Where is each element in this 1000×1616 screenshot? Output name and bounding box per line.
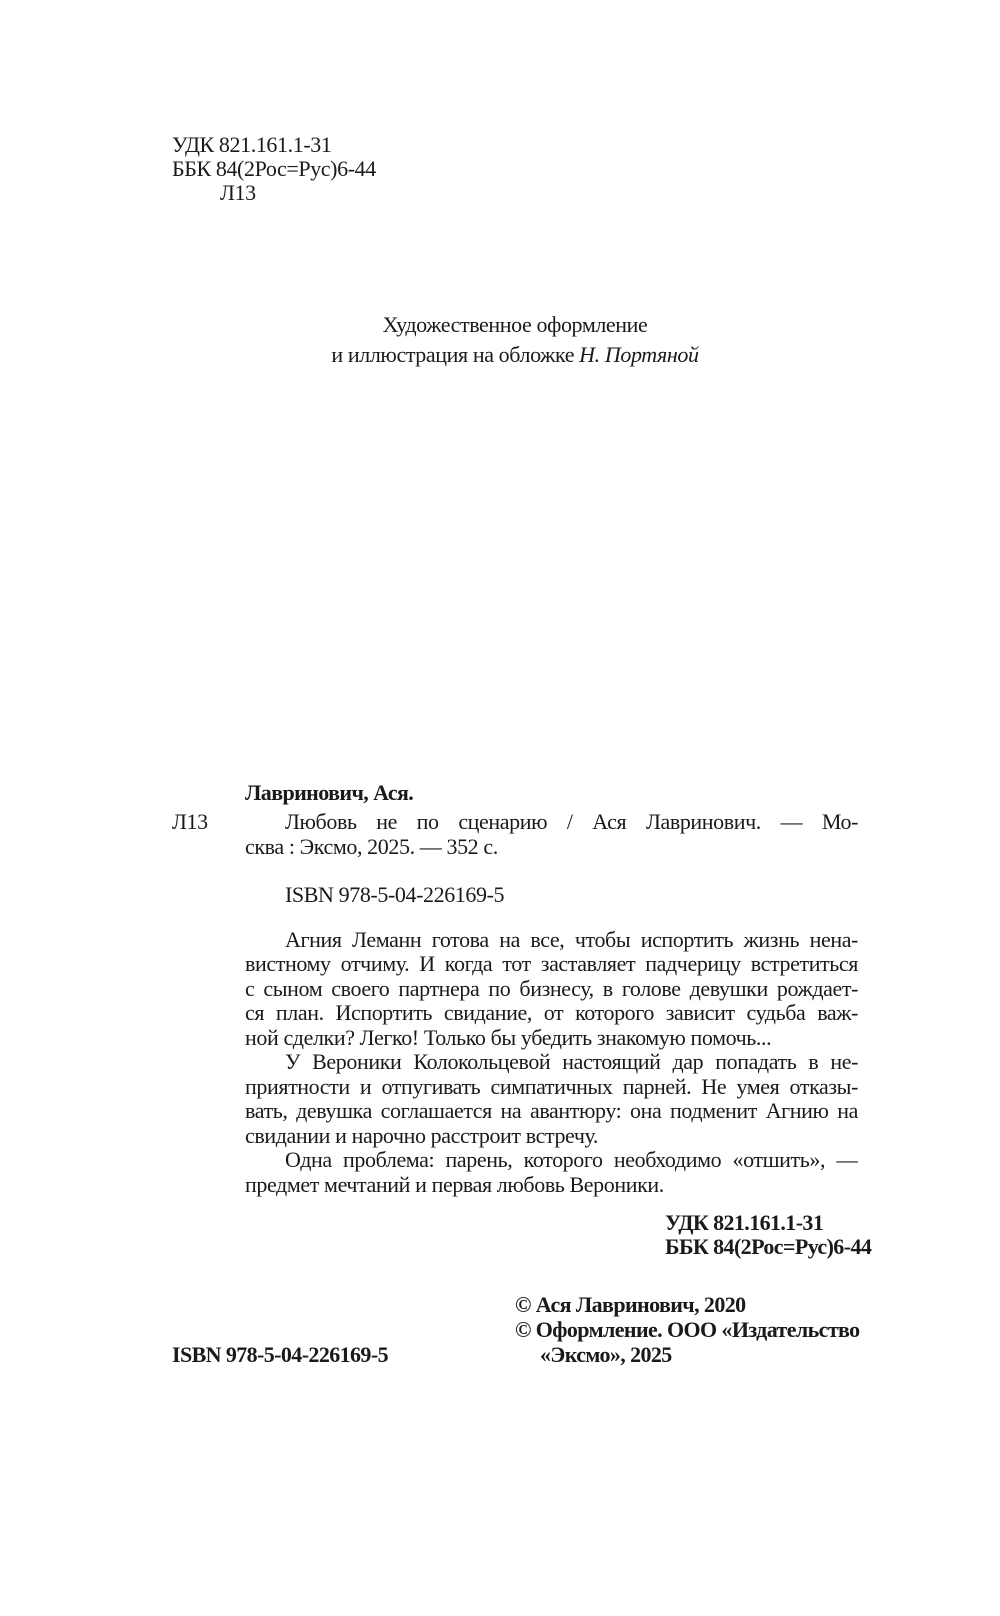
copyright-design-cont: «Эксмо», 2025	[540, 1342, 672, 1367]
catalog-author: Лавринович, Ася.	[245, 780, 414, 805]
catalog-isbn: ISBN 978-5-04-226169-5	[285, 882, 505, 907]
catalog-title-line-1: Любовь не по сценарию / Ася Лавринович. — Мо-	[285, 810, 858, 834]
annotation-line: Одна проблема: парень, которого необходимо «отшить», —	[285, 1148, 858, 1172]
annotation-line: свидании и нарочно расстроит встречу.	[245, 1123, 599, 1148]
udk-code: УДК 821.161.1-31	[172, 132, 332, 157]
author-mark: Л13	[220, 180, 256, 205]
annotation-line: ся план. Испортить свидание, от которого зависит судьба важ-	[245, 1001, 858, 1025]
credits-prefix: и иллюстрация на обложке	[331, 342, 580, 367]
annotation-line: ной сделки? Легко! Только бы убедить знакомую помочь...	[245, 1025, 772, 1050]
bbk-code: ББК 84(2Рос=Рус)6-44	[172, 156, 376, 181]
catalog-mark: Л13	[172, 809, 208, 834]
annotation-line: У Вероники Колокольцевой настоящий дар попадать в не-	[285, 1050, 858, 1074]
annotation-line: с сыном своего партнера по бизнесу, в голове девушки рождает-	[245, 977, 858, 1001]
catalog-title-line-2: сква : Эксмо, 2025. — 352 с.	[245, 834, 498, 859]
credits-line-2	[215, 343, 815, 367]
copyright-design: © Оформление. ООО «Издательство	[515, 1317, 860, 1342]
illustrator-name: Н. Портяной	[579, 342, 699, 367]
annotation-line: Агния Леманн готова на все, чтобы испортить жизнь нена-	[285, 928, 858, 952]
annotation-line: вистному отчиму. И когда тот заставляет падчерицу встретиться	[245, 952, 858, 976]
bottom-bbk-code: ББК 84(2Рос=Рус)6-44	[665, 1234, 872, 1259]
bottom-isbn: ISBN 978-5-04-226169-5	[172, 1342, 388, 1367]
annotation-line: приятности и отпугивать симпатичных парней. Не умея отказы-	[245, 1075, 858, 1099]
annotation-line: предмет мечтаний и первая любовь Вероники.	[245, 1172, 664, 1197]
copyright-author: © Ася Лавринович, 2020	[515, 1292, 746, 1317]
bottom-udk-code: УДК 821.161.1-31	[665, 1210, 824, 1235]
annotation-line: вать, девушка соглашается на авантюру: она подменит Агнию на	[245, 1099, 858, 1123]
credits-line-1: Художественное оформление	[382, 312, 648, 337]
